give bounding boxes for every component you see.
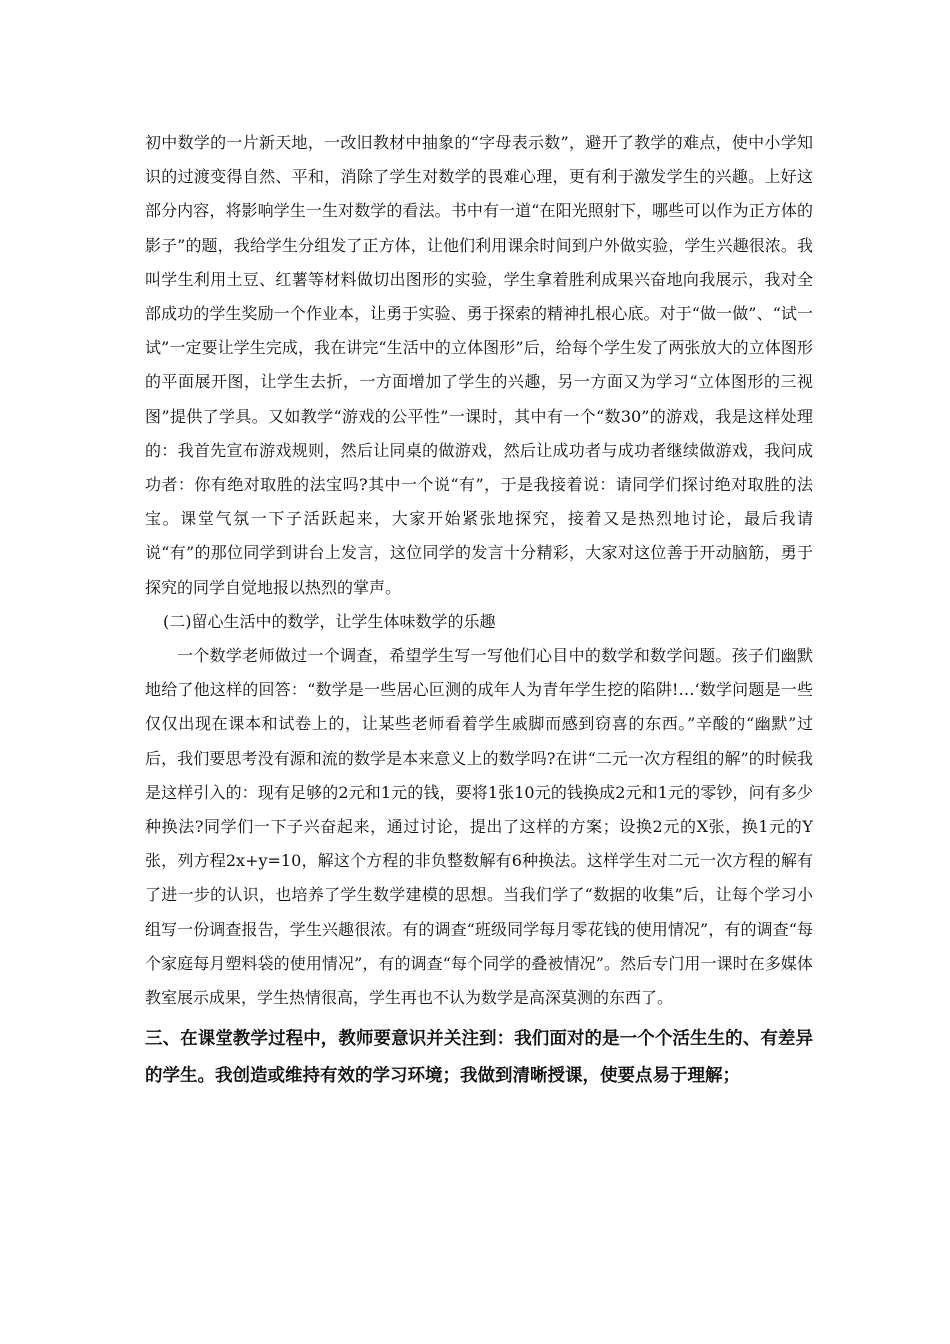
- subheading-life-math: (二)留心生活中的数学，让学生体味数学的乐趣: [163, 611, 496, 631]
- document-page: [145, 126, 813, 1095]
- paragraph-survey-examples: 一个数学老师做过一个调查，希望学生写一写他们心目中的数学和数学问题。孩子们幽默地给了他这样的回答：“数学是一些居心叵测的成年人为青年学生挖的陷阱!…‘数学问题是一些仅仅出现在课本和试卷上的，让某些老师看着学生戚脚而感到窃喜的东西。”辛酸的“幽默”过后，我们要思考没有源和流的数学是本来意义上的数学吗?在讲“二元一次方程组的解”的时候我是这样引入的：现有足够的2元和1元的钱，要将1张10元的钱换成2元和1元的零钞，问有多少种换法?同学们一下子兴奋起来，通过讨论，提出了这样的方案；设换2元的X张，换1元的Y张，列方程2x+y=10，解这个方程的非负整数解有6种换法。这样学生对二元一次方程的解有了进一步的认识，也培养了学生数学建模的思想。当我们学了“数据的收集”后，让每个学习小组写一份调查报告，学生兴趣很浓。有的调查“班级同学每月零花钱的使用情况”，有的调查“每个家庭每月塑料袋的使用情况”，有的调查“每个同学的叠被情况”。然后专门用一课时在多媒体教室展示成果，学生热情很高，学生再也不认为数学是高深莫测的东西了。: [145, 646, 813, 1008]
- paragraph-activity-examples: 初中数学的一片新天地，一改旧教材中抽象的“字母表示数”，避开了教学的难点，使中小学知识的过渡变得自然、平和，消除了学生对数学的畏难心理，更有利于激发学生的兴趣。上好这部分内容，将影响学生一生对数学的看法。书中有一道“在阳光照射下，哪些可以作为正方体的影子”的题，我给学生分组发了正方体，让他们利用课余时间到户外做实验，学生兴趣很浓。我叫学生利用土豆、红薯等材料做切出图形的实验，学生拿着胜利成果兴奋地向我展示，我对全部成功的学生奖励一个作业本，让勇于实验、勇于探索的精神扎根心底。对于“做一做”、“试一试”一定要让学生完成，我在讲完“生活中的立体图形”后，给每个学生发了两张放大的立体图形的平面展开图，让学生去折，一方面增加了学生的兴趣，另一方面又为学习“立体图形的三视图”提供了学具。又如教学“游戏的公平性”一课时，其中有一个“数30”的游戏，我是这样处理的：我首先宣布游戏规则，然后让同桌的做游戏，然后让成功者与成功者继续做游戏，我问成功者：你有绝对取胜的法宝吗?其中一个说“有”，于是我接着说：请同学们探讨绝对取胜的法宝。课堂气氛一下子活跃起来，大家开始紧张地探究，接着又是热烈地讨论，最后我请说“有”的那位同学到讲台上发言，这位同学的发言十分精彩，大家对这位善于开动脑筋，勇于探究的同学自觉地报以热烈的掌声。: [145, 133, 813, 597]
- section-heading-three: 三、在课堂教学过程中，教师要意识并关注到：我们面对的是一个个活生生的、有差异的学生。我创造或维持有效的学习环境；我做到清晰授课，使要点易于理解；: [145, 1029, 813, 1087]
